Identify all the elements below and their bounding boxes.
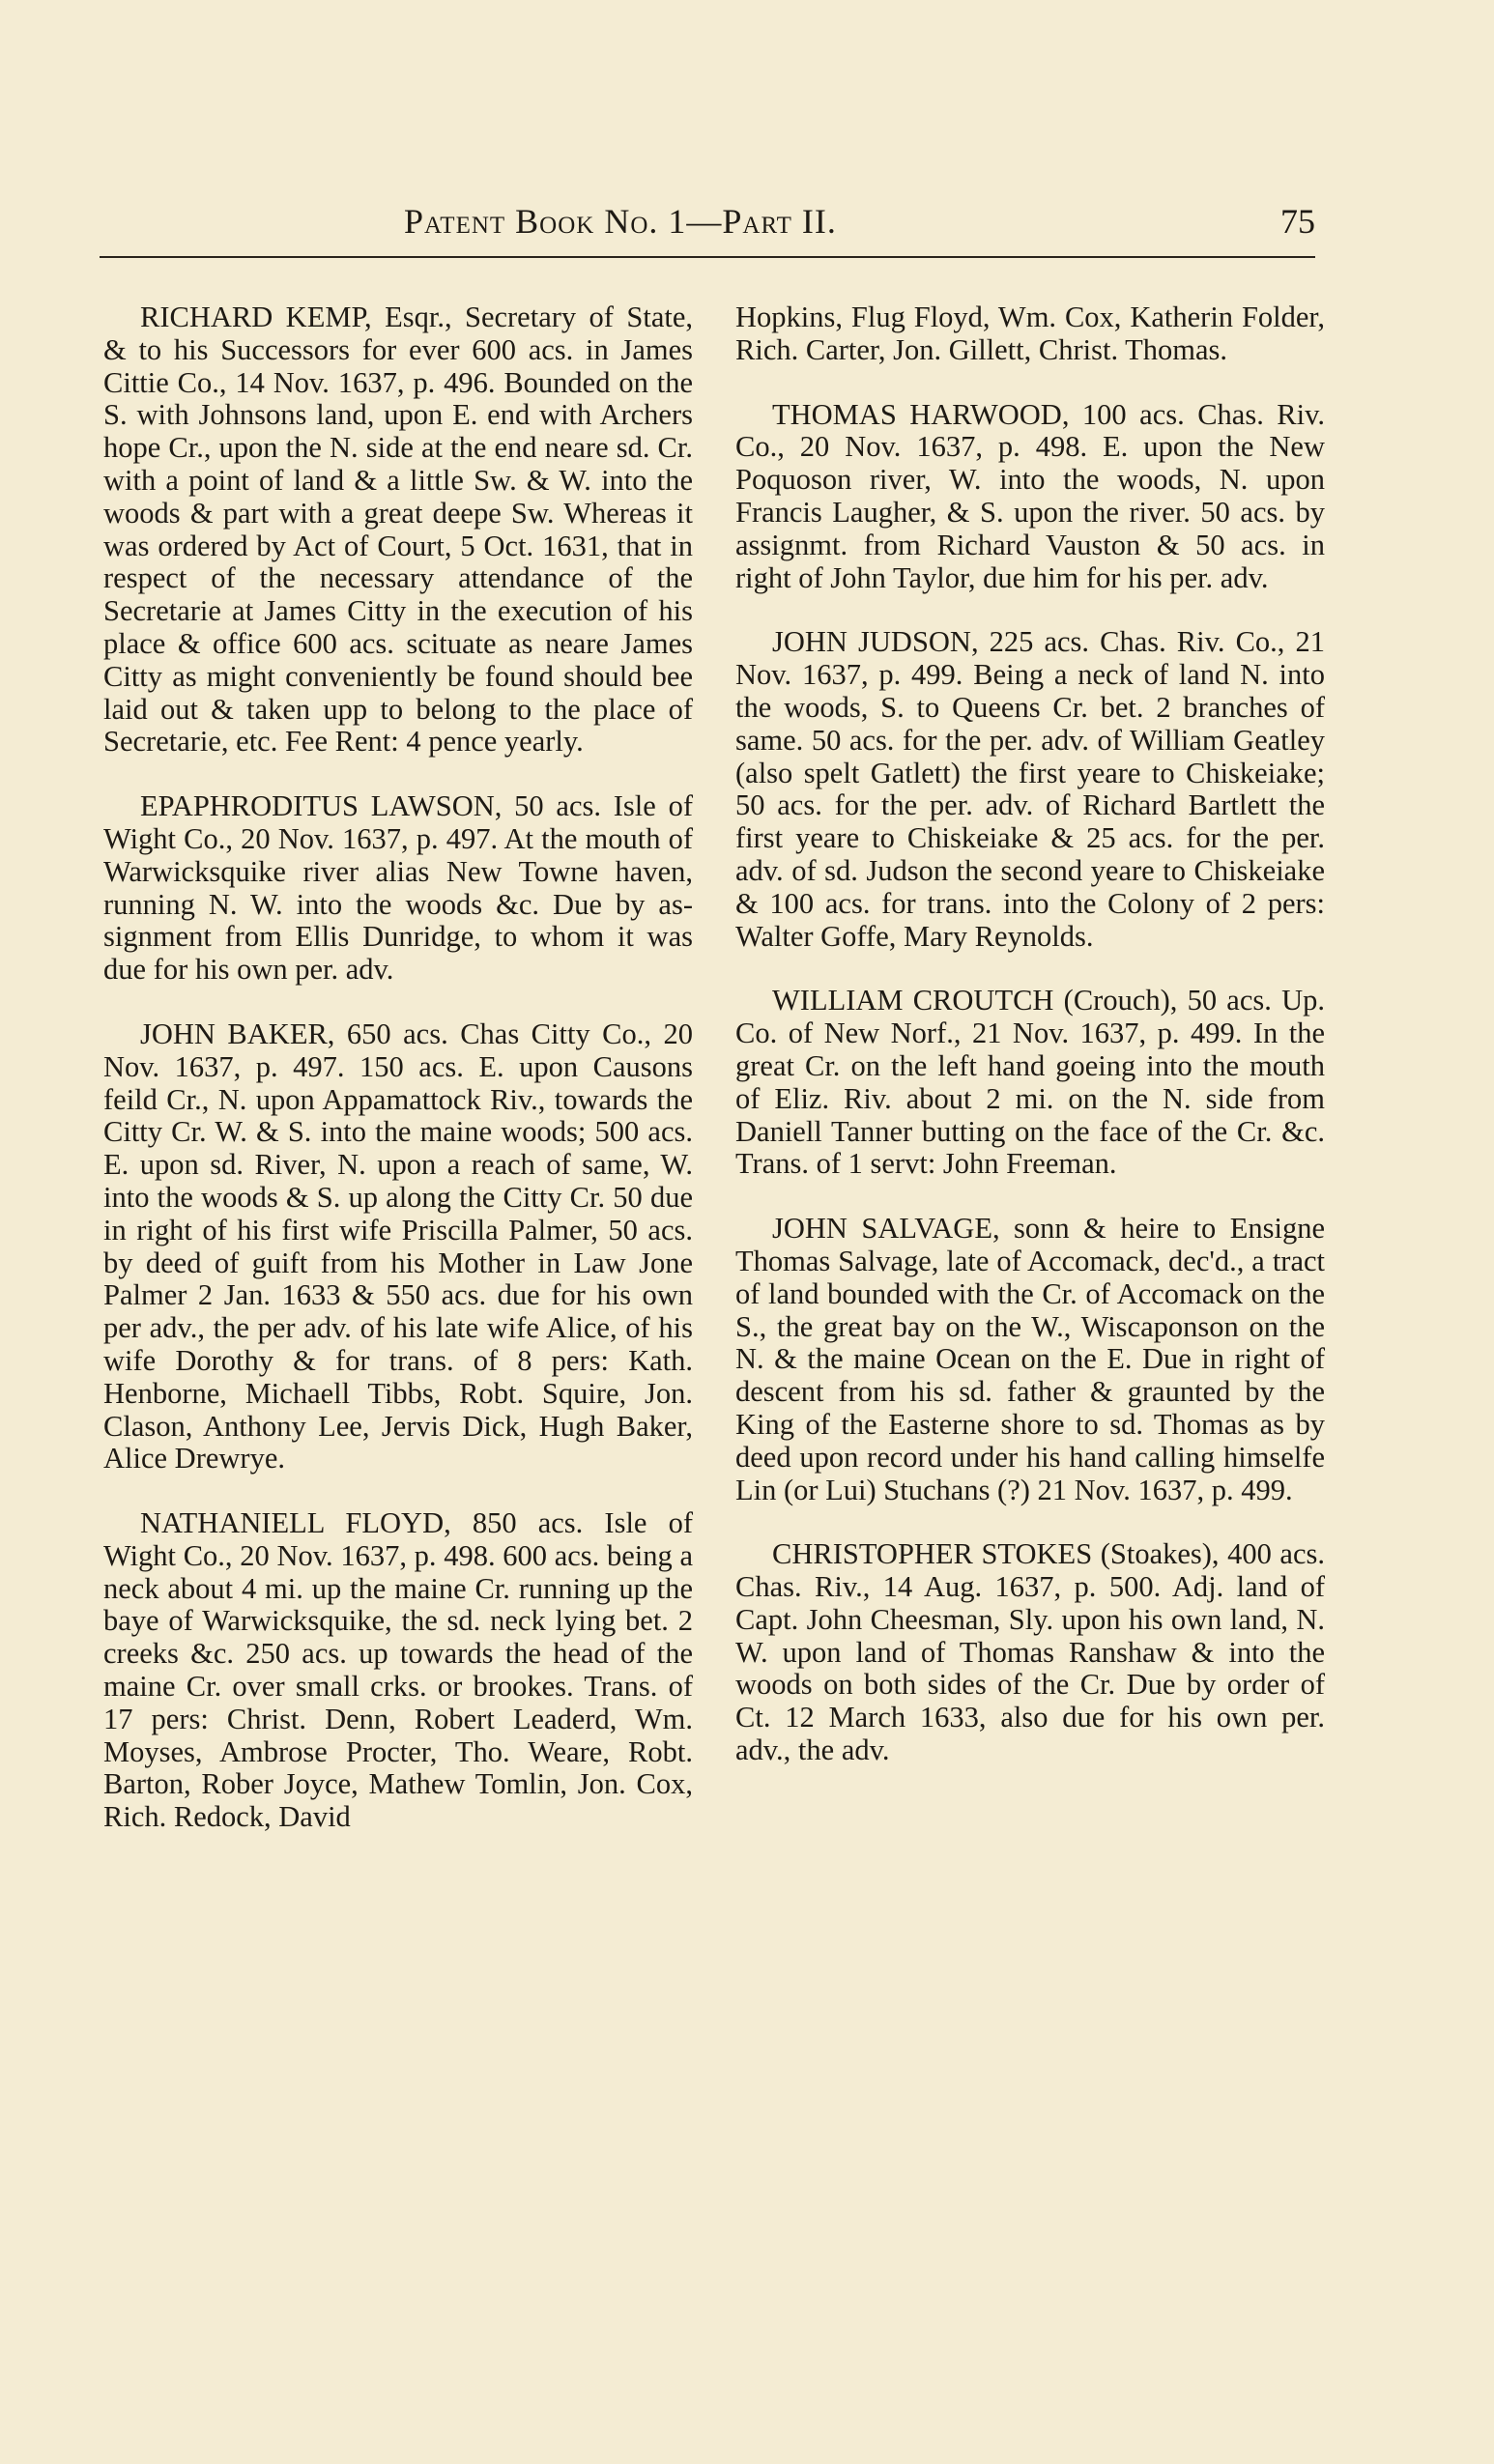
entry-john-salvage: JOHN SALVAGE, sonn & heire to Ensigne Thomas Salvage, late of Accomack, dec'd., a tract of land bounded with the Cr. of Accomack on the S., the great bay on the W., Wiscaponson on the N. & the maine Ocean on the E. Due in right of descent from his sd. father & graunted by the King of the Easterne shore to sd. Thomas as by deed upon record under his hand calling himselfe Lin (or Lui) Stuchans (?) 21 Nov. 1637, p. 499.: [735, 1212, 1325, 1506]
running-header: [100, 201, 1315, 249]
entry-epaphroditus-lawson: EPAPHRODITUS LAWSON, 50 acs. Isle of Wight Co., 20 Nov. 1637, p. 497. At the mouth of Warwicksquike river alias New Towne haven, running N. W. into the woods &c. Due by assignment from Ellis Dunridge, to whom it was due for his own per. adv.: [103, 789, 693, 987]
entry-john-baker: JOHN BAKER, 650 acs. Chas Citty Co., 20 Nov. 1637, p. 497. 150 acs. E. upon Causons feild Cr., N. upon Appamattock Riv., towards the Citty Cr. W. & S. into the maine woods; 500 acs. E. upon sd. River, N. upon a reach of same, W. into the woods & S. up along the Citty Cr. 50 due in right of his first wife Priscilla Palmer, 50 acs. by deed of guift from his Mother in Law Jone Palmer 2 Jan. 1633 & 550 acs. due for his own per adv., the per adv. of his late wife Alice, of his wife Dorothy & for trans. of 8 pers: Kath. Henborne, Michaell Tibbs, Robt. Squire, Jon. Clason, Anthony Lee, Jervis Dick, Hugh Baker, Alice Drewrye.: [103, 1017, 693, 1476]
entry-nathaniell-floyd-continued: Hopkins, Flug Floyd, Wm. Cox, Katherin Folder, Rich. Carter, Jon. Gillett, Christ. Thomas.: [735, 301, 1325, 366]
entry-john-judson: JOHN JUDSON, 225 acs. Chas. Riv. Co., 21 Nov. 1637, p. 499. Being a neck of land N. into the woods, S. to Queens Cr. bet. 2 branches of same. 50 acs. for the per. adv. of William Geatley (also spelt Gatlett) the first yeare to Chiskeiake; 50 acs. for the per. adv. of Richard Bartlett the first yeare to Chiskeiake & 25 acs. for the per. adv. of sd. Judson the second yeare to Chiskeiake & 100 acs. for trans. into the Colony of 2 pers: Walter Goffe, Mary Reynolds.: [735, 625, 1325, 953]
entry-richard-kemp: RICHARD KEMP, Esqr., Secretary of State, & to his Successors for ever 600 acs. in James Cittie Co., 14 Nov. 1637, p. 496. Bounded on the S. with Johnsons land, upon E. end with Archers hope Cr., upon the N. side at the end neare sd. Cr. with a point of land & a little Sw. & W. into the woods & part with a great deepe Sw. Whereas it was ordered by Act of Court, 5 Oct. 1631, that in respect of the necessary attendance of the Secretarie at James Citty in the execution of his place & office 600 acs. scituate as neare James Citty as might conveniently be found should bee laid out & taken upp to belong to the place of Secretarie, etc. Fee Rent: 4 pence yearly.: [103, 301, 693, 759]
entry-thomas-harwood: THOMAS HARWOOD, 100 acs. Chas. Riv. Co., 20 Nov. 1637, p. 498. E. upon the New Poquoson river, W. into the woods, N. upon Francis Laugher, & S. upon the river. 50 acs. by assignmt. from Richard Vauston & 50 acs. in right of John Taylor, due him for his per. adv.: [735, 397, 1325, 594]
entry-william-croutch: WILLIAM CROUTCH (Crouch), 50 acs. Up. Co. of New Norf., 21 Nov. 1637, p. 499. In the great Cr. on the left hand goeing into the mouth of Eliz. Riv. about 2 mi. on the N. side from Daniell Tanner butting on the face of the Cr. &c. Trans. of 1 servt: John Freeman.: [735, 984, 1325, 1181]
entry-christopher-stokes: CHRISTOPHER STOKES (Stoakes), 400 acs. Chas. Riv., 14 Aug. 1637, p. 500. Adj. land of Capt. John Cheesman, Sly. upon his own land, N. W. upon land of Thomas Ranshaw & into the woods on both sides of the Cr. Due by order of Ct. 12 March 1633, also due for his own per. adv., the adv.: [735, 1537, 1325, 1767]
left-column: [103, 301, 693, 1866]
page-number: 75: [1280, 202, 1315, 241]
header-rule: [100, 256, 1315, 258]
right-column: [735, 301, 1325, 1799]
running-title: Patent Book No. 1—Part II.: [404, 202, 837, 241]
entry-nathaniell-floyd: NATHANIELL FLOYD, 850 acs. Isle of Wight Co., 20 Nov. 1637, p. 498. 600 acs. being a neck about 4 mi. up the maine Cr. running up the baye of Warwicksquike, the sd. neck lying bet. 2 creeks &c. 250 acs. up towards the head of the maine Cr. over small crks. or brookes. Trans. of 17 pers: Christ. Denn, Robert Leaderd, Wm. Moyses, Ambrose Procter, Tho. Weare, Robt. Barton, Rober Joyce, Mathew Tomlin, Jon. Cox, Rich. Redock, David: [103, 1506, 693, 1834]
